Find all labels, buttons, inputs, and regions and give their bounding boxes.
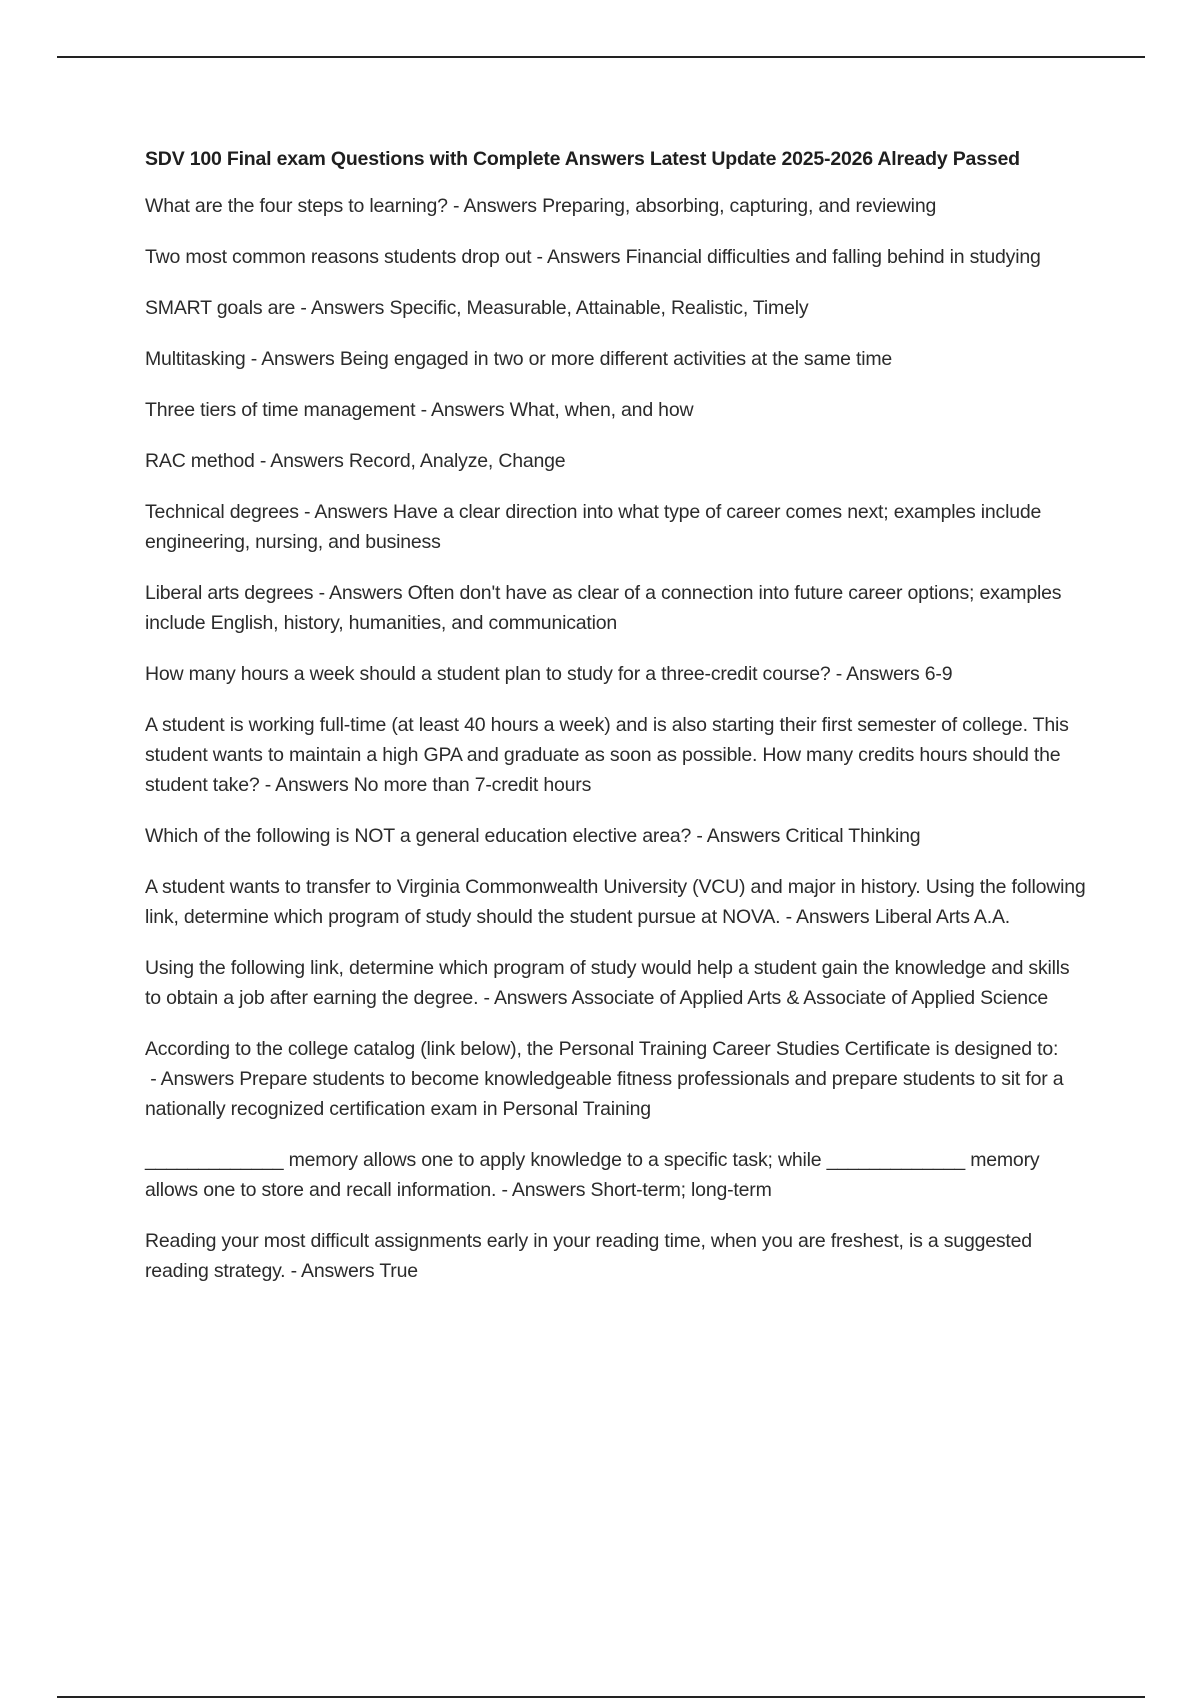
answer-text: Being engaged in two or more different activities at the same time (339, 348, 893, 370)
answer-separator: - Answers (830, 663, 925, 685)
answer-text: Prepare students to become knowledgeable fitness professionals and prepare students to sit for a nationally recognized certification exam in Personal Training (145, 1068, 1064, 1120)
qa-item (145, 497, 1090, 557)
qa-item (145, 1034, 1090, 1124)
answer-separator: - Answers (254, 450, 349, 472)
qa-item (145, 344, 1090, 374)
qa-item (145, 953, 1090, 1013)
question-text: A student wants to transfer to Virginia Commonwealth University (VCU) and major in history. Using the following link, determine which program of study should the student pursue at NOVA. (145, 876, 1086, 928)
answer-separator: - Answers (285, 1260, 380, 1282)
question-text: How many hours a week should a student plan to study for a three-credit course? (145, 663, 831, 685)
answer-text: Associate of Applied Arts & Associate of Applied Science (571, 987, 1049, 1009)
qa-item (145, 242, 1090, 272)
top-divider (57, 56, 1145, 58)
answer-text: Critical Thinking (785, 825, 921, 847)
answer-text: Specific, Measurable, Attainable, Realistic, Timely (389, 297, 809, 319)
answer-text: Liberal Arts A.A. (874, 906, 1010, 928)
answer-text: 6-9 (924, 663, 953, 685)
question-text: A student is working full-time (at least 40 hours a week) and is also starting their first semester of college. This student wants to maintain a high GPA and graduate as soon as possible. How many credits hours should the student take? (145, 714, 1069, 796)
answer-separator: - Answers (145, 1068, 240, 1090)
answer-separator: - Answers (259, 774, 354, 796)
answer-separator: - Answers (415, 399, 510, 421)
answer-separator: - Answers (496, 1179, 591, 1201)
document-body (145, 144, 1090, 1307)
qa-item (145, 659, 1090, 689)
answer-text: Often don't have as clear of a connection into future career options; examples include English, history, humanities, and communication (145, 582, 1062, 634)
bottom-divider (57, 1696, 1145, 1698)
answer-text: Preparing, absorbing, capturing, and reviewing (542, 195, 937, 217)
question-text: What are the four steps to learning? (145, 195, 448, 217)
answer-text: Have a clear direction into what type of career comes next; examples include engineering, nursing, and business (145, 501, 1042, 553)
answer-separator: - Answers (298, 501, 394, 523)
qa-item (145, 821, 1090, 851)
question-text: SMART goals are (145, 297, 296, 319)
answer-text: True (379, 1260, 418, 1282)
answer-text: No more than 7-credit hours (353, 774, 592, 796)
answer-text: Short-term; long-term (590, 1179, 772, 1201)
answer-separator: - Answers (780, 906, 875, 928)
question-text: Reading your most difficult assignments early in your reading time, when you are freshest, is a suggested reading strategy. (145, 1230, 1032, 1282)
qa-item (145, 1145, 1090, 1205)
question-text: Two most common reasons students drop out (145, 246, 532, 268)
answer-separator: - Answers (245, 348, 340, 370)
question-text: Using the following link, determine which program of study would help a student gain the knowledge and skills to obtain a job after earning the degree. (145, 957, 1070, 1009)
answer-separator: - Answers (313, 582, 408, 604)
question-text: Technical degrees (145, 501, 299, 523)
answer-separator: - Answers (531, 246, 626, 268)
question-text: According to the college catalog (link below), the Personal Training Career Studies Certificate is designed to: (145, 1038, 1059, 1060)
qa-item (145, 872, 1090, 932)
question-text: Multitasking (145, 348, 246, 370)
question-text: Liberal arts degrees (145, 582, 314, 604)
qa-item (145, 710, 1090, 800)
qa-item (145, 578, 1090, 638)
document-title: SDV 100 Final exam Questions with Complete Answers Latest Update 2025-2026 Already Passed (145, 148, 1020, 170)
qa-item (145, 446, 1090, 476)
question-text: RAC method (145, 450, 255, 472)
qa-item (145, 395, 1090, 425)
answer-separator: - Answers (447, 195, 543, 217)
answer-text: What, when, and how (509, 399, 694, 421)
question-text: _____________ memory allows one to apply knowledge to a specific task; while _____________ memory allows one to store and recall information. (145, 1149, 1040, 1201)
qa-list (145, 191, 1090, 1286)
answer-separator: - Answers (478, 987, 572, 1009)
answer-text: Financial difficulties and falling behind in studying (625, 246, 1041, 268)
answer-separator: - Answers (691, 825, 786, 847)
qa-item (145, 191, 1090, 221)
qa-item (145, 1226, 1090, 1286)
answer-separator: - Answers (295, 297, 390, 319)
question-text: Which of the following is NOT a general education elective area? (145, 825, 692, 847)
question-text: Three tiers of time management (145, 399, 416, 421)
answer-text: Record, Analyze, Change (348, 450, 566, 472)
qa-item (145, 293, 1090, 323)
